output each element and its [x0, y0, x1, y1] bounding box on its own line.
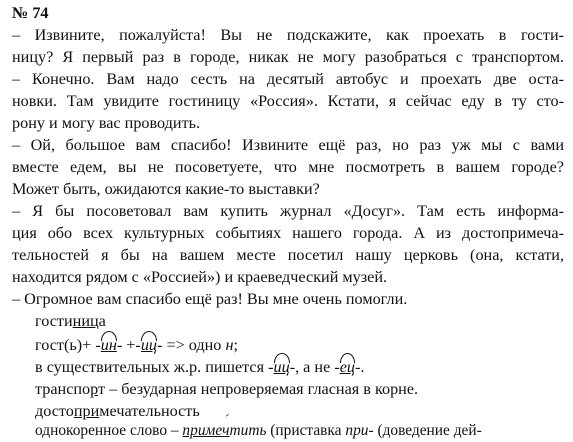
text-line-6: – Ой, большое вам спасибо! Извините ещё раз, но раз уж мы с вами [12, 136, 564, 154]
text-line-5: рону и могу вас проводить. [12, 114, 201, 132]
letter-n: н [225, 336, 234, 354]
text-line-10: ция обо всех культурных событиях нашего города. А из достопримеча- [12, 224, 564, 242]
word-part: а [98, 312, 106, 330]
suffix-its: иц [273, 358, 290, 376]
suffix-in: ин [100, 336, 117, 354]
text-line-9: – Я бы посоветовал вам купить журнал «Досуг». Там есть информа- [12, 202, 564, 220]
root-after: (приставка [266, 422, 346, 439]
suffix-its: иц [140, 336, 158, 354]
root-accent-letter: ч ´ [222, 420, 229, 442]
text-line-12: находится рядом с «Россией») и краеведческий музей. [12, 268, 388, 286]
formula-start: гост(ь)+ - [35, 336, 101, 354]
root-rest: тить [229, 422, 267, 439]
root-tail: - (доведение дей- [368, 422, 482, 439]
analysis-rule [35, 356, 573, 378]
formula-mid: - +- [116, 336, 141, 354]
text-line-3: – Конечно. Вам надо сесть на десятый автобус и проехать две оста- [12, 70, 564, 88]
transport-letter: р [90, 380, 99, 398]
rule-mid: -, а не - [289, 358, 340, 376]
root-start: однокоренное слово – [35, 422, 183, 439]
underlined-spelling: ниц [72, 312, 99, 330]
text-line-8: Может быть, ожидаются какие-то выставки? [12, 180, 320, 198]
analysis-word-gostinitsa [35, 310, 573, 332]
formula-semicolon: ; [233, 336, 238, 354]
dost-prefix: при [73, 402, 100, 420]
transport-end: т – безударная непроверяемая гласная в корне. [98, 380, 419, 398]
analysis-transport [35, 378, 573, 400]
text-line-13: – Огромное вам спасибо ещё раз! Вы мне очень помогли. [12, 290, 408, 308]
root-word-part: приме [182, 422, 223, 439]
word-part: гости [35, 312, 73, 330]
dost-end: мечательность [99, 402, 200, 420]
formula-end: - => одно [157, 336, 226, 354]
suffix-ets: ец [339, 358, 355, 376]
rule-end: -. [355, 358, 365, 376]
text-line-4: новки. Там увидите гостиницу «Россия». Кстати, я сейчас еду в ту сто- [12, 92, 564, 110]
text-line-7: вместе едем, вы не посоветуете, что мне посмотреть в вашем городе? [12, 158, 564, 176]
text-line-11: тельностей я бы на вашем месте посетил нашу церковь (она, кстати, [12, 246, 564, 264]
exercise-number: № 74 [12, 4, 49, 22]
analysis-root-word [35, 420, 573, 442]
root-prefix: при [345, 422, 369, 439]
transport-start: транспо [35, 380, 91, 398]
text-line-1: – Извините, пожалуйста! Вы не подскажите, как проехать в гости- [12, 26, 564, 44]
text-line-2: ницу? Я первый раз в городе, никак не могу разобраться с транспортом. [12, 48, 564, 66]
dost-start: досто [35, 402, 74, 420]
analysis-formula [35, 334, 573, 356]
rule-start: в существительных ж.р. пишется - [35, 358, 274, 376]
analysis-dostoprimechatelnost [35, 400, 573, 422]
